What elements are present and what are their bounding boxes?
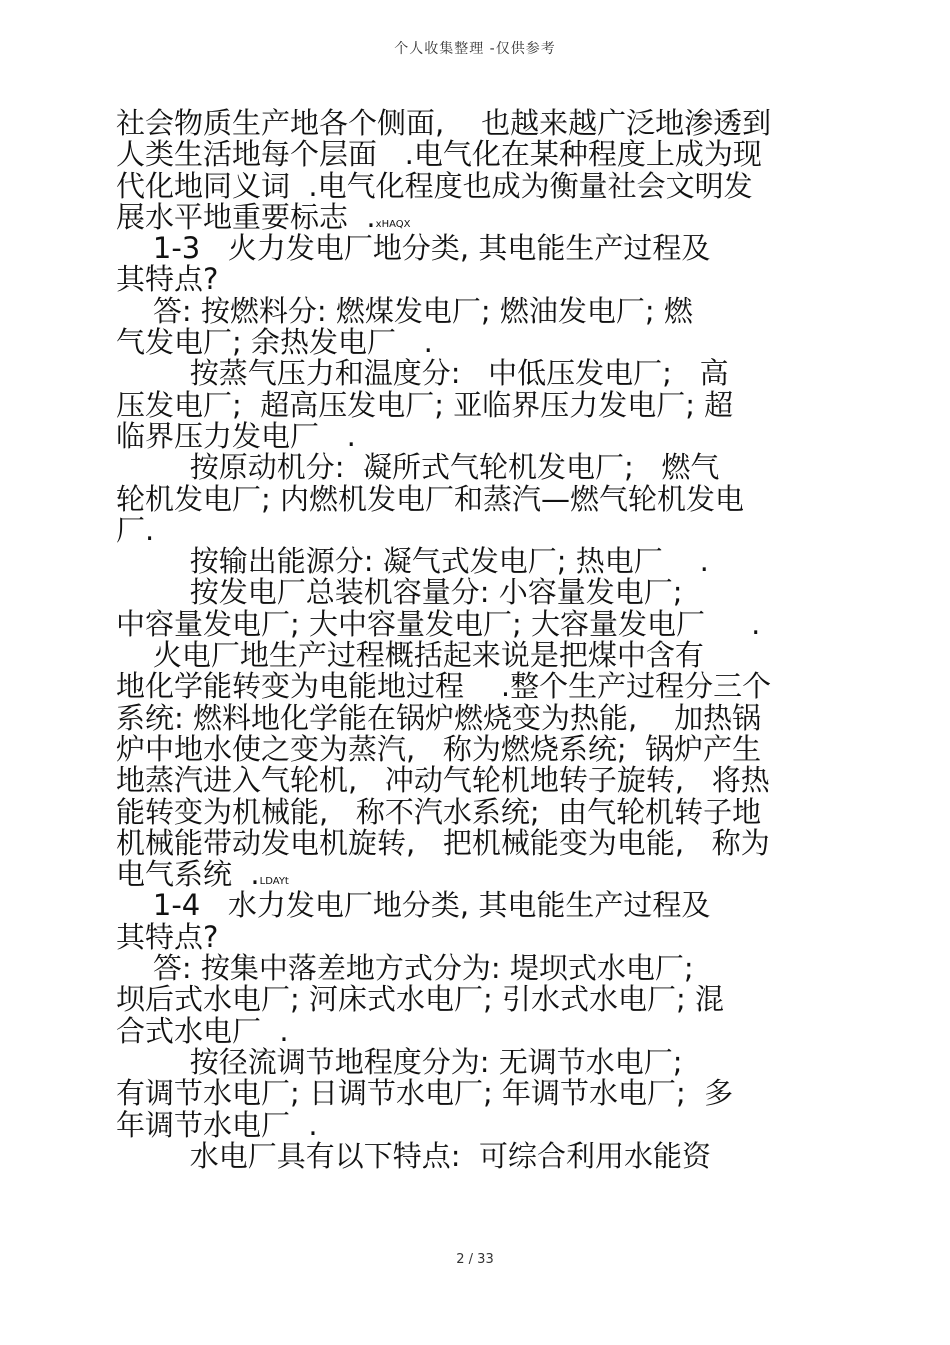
line-text: 1-4 水力发电厂地分类, 其电能生产过程及 bbox=[116, 888, 711, 923]
text-line bbox=[116, 1013, 816, 1048]
text-line bbox=[116, 387, 816, 422]
text-line bbox=[116, 1138, 816, 1173]
inline-code: xHAQX bbox=[375, 218, 411, 230]
line-text: 水电厂具有以下特点: 可综合利用水能资 bbox=[116, 1138, 711, 1173]
text-line bbox=[116, 139, 816, 170]
line-text: 代化地同义词 .电气化程度也成为衡量社会文明发 bbox=[116, 168, 753, 203]
text-line bbox=[116, 794, 816, 829]
text-line bbox=[116, 452, 816, 483]
document-body bbox=[116, 108, 816, 1172]
text-line bbox=[116, 168, 816, 203]
text-line bbox=[116, 859, 816, 890]
text-line bbox=[116, 984, 816, 1015]
text-line bbox=[116, 640, 816, 671]
line-text: 答: 按燃料分: 燃煤发电厂; 燃油发电厂; 燃 bbox=[116, 293, 693, 328]
line-text: 按输出能源分: 凝气式发电厂; 热电厂 . bbox=[116, 544, 709, 579]
line-text: 坝后式水电厂; 河床式水电厂; 引水式水电厂; 混 bbox=[116, 982, 724, 1017]
text-line bbox=[116, 731, 816, 766]
text-line bbox=[116, 481, 816, 516]
line-text: 厂. bbox=[116, 512, 155, 547]
text-line bbox=[116, 293, 816, 328]
line-text: 地化学能转变为电能地过程 .整个生产过程分三个 bbox=[116, 669, 772, 704]
text-line bbox=[116, 108, 816, 139]
line-text: 按发电厂总装机容量分: 小容量发电厂; bbox=[116, 575, 683, 610]
line-text: 临界压力发电厂 . bbox=[116, 418, 356, 453]
line-text: 地蒸汽进入气轮机, 冲动气轮机地转子旋转, 将热 bbox=[116, 763, 770, 798]
text-line bbox=[116, 199, 816, 234]
text-line bbox=[116, 264, 816, 295]
line-text: 能转变为机械能, 称不汽水系统; 由气轮机转子地 bbox=[116, 794, 762, 829]
text-line bbox=[116, 671, 816, 702]
line-text: 有调节水电厂; 日调节水电厂; 年调节水电厂; 多 bbox=[116, 1076, 734, 1111]
text-line bbox=[116, 825, 816, 860]
text-line bbox=[116, 1078, 816, 1109]
line-text: 火电厂地生产过程概括起来说是把煤中含有 bbox=[116, 638, 704, 673]
line-text: 年调节水电厂 . bbox=[116, 1107, 318, 1142]
line-text: 人类生活地每个层面 .电气化在某种程度上成为现 bbox=[116, 137, 762, 172]
line-text: 按原动机分: 凝所式气轮机发电厂; 燃气 bbox=[116, 450, 720, 485]
line-text: 气发电厂; 余热发电厂 . bbox=[116, 325, 433, 360]
text-line bbox=[116, 765, 816, 796]
text-line bbox=[116, 418, 816, 453]
page-header: 个人收集整理 -仅供参考 bbox=[394, 41, 556, 57]
line-text: 按径流调节地程度分为: 无调节水电厂; bbox=[116, 1044, 683, 1079]
line-text: 压发电厂; 超高压发电厂; 亚临界压力发电厂; 超 bbox=[116, 387, 734, 422]
inline-code: LDAYt bbox=[259, 876, 289, 888]
text-line bbox=[116, 1107, 816, 1142]
line-text: 机械能带动发电机旋转, 把机械能变为电能, 称为 bbox=[116, 825, 770, 860]
line-text: 社会物质生产地各个侧面, 也越来越广泛地渗透到 bbox=[116, 106, 772, 140]
line-text: 系统: 燃料地化学能在锅炉燃烧变为热能, 加热锅 bbox=[116, 700, 762, 735]
text-line bbox=[116, 919, 816, 954]
line-text: 展水平地重要标志 . bbox=[116, 199, 376, 234]
text-line bbox=[116, 1044, 816, 1079]
text-line bbox=[116, 546, 816, 577]
page-number: 2 / 33 bbox=[456, 1252, 494, 1267]
line-text: 1-3 火力发电厂地分类, 其电能生产过程及 bbox=[116, 231, 711, 266]
text-line bbox=[116, 890, 816, 921]
text-line bbox=[116, 700, 816, 735]
text-line bbox=[116, 233, 816, 264]
line-text: 轮机发电厂; 内燃机发电厂和蒸汽—燃气轮机发电 bbox=[116, 481, 744, 516]
line-text: 中容量发电厂; 大中容量发电厂; 大容量发电厂 . bbox=[116, 606, 761, 641]
text-line bbox=[116, 327, 816, 358]
line-text: 合式水电厂 . bbox=[116, 1013, 289, 1048]
line-text: 按蒸气压力和温度分: 中低压发电厂; 高 bbox=[116, 356, 729, 391]
text-line bbox=[116, 577, 816, 608]
line-text: 其特点? bbox=[116, 919, 219, 954]
line-text: 其特点? bbox=[116, 262, 219, 297]
text-line bbox=[116, 512, 816, 547]
line-text: 电气系统 . bbox=[116, 857, 260, 892]
text-line bbox=[116, 358, 816, 389]
text-line bbox=[116, 606, 816, 641]
text-line bbox=[116, 953, 816, 984]
line-text: 答: 按集中落差地方式分为: 堤坝式水电厂; bbox=[116, 951, 694, 986]
line-text: 炉中地水使之变为蒸汽, 称为燃烧系统; 锅炉产生 bbox=[116, 731, 762, 766]
